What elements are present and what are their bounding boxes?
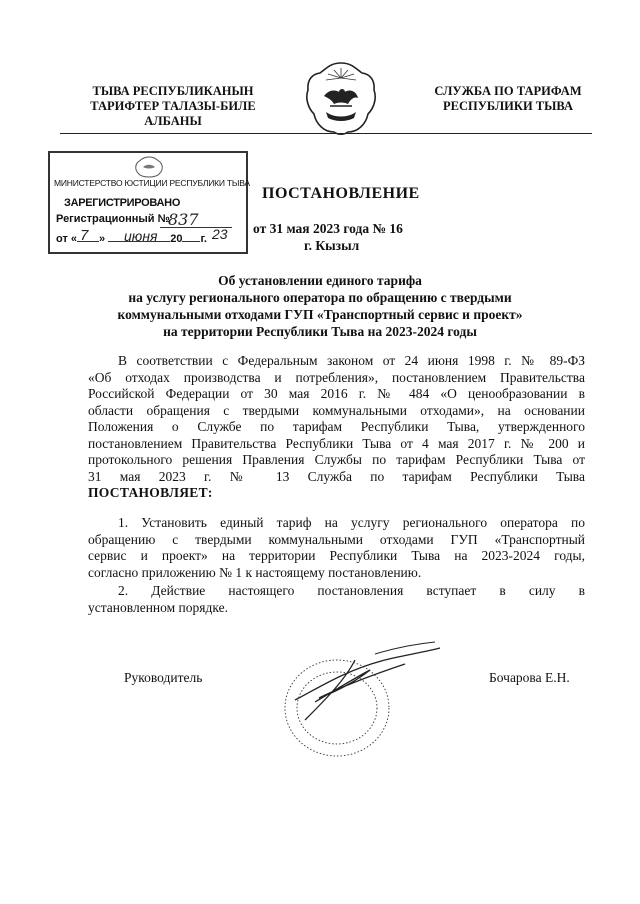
item-line: 1. Установить единый тариф на услугу регионального оператора по <box>118 515 585 530</box>
stamp-reg-number-label: Регистрационный № <box>56 213 170 225</box>
item-line: сервис и проект» на территории Республики Тыва на 2023-2024 годы, <box>88 548 585 563</box>
stamp-date-year: 23 <box>212 226 228 242</box>
body-line: «Об отходах производства и потребления», постановлением Правительства <box>88 369 585 385</box>
document-type: ПОСТАНОВЛЕНИЕ <box>262 185 420 202</box>
item-line: установленном порядке. <box>88 599 228 615</box>
document-city: г. Кызыл <box>304 238 360 253</box>
body-line: протокольного решения Правления Службы по тарифам Республики Тыва от <box>88 452 585 467</box>
stamp-date-prefix: от « <box>56 233 78 245</box>
tuva-emblem-icon <box>304 60 378 136</box>
header-left-line: ТЫВА РЕСПУБЛИКАНЫН <box>92 84 254 98</box>
stamp-date-month: июня <box>124 228 158 244</box>
title-line: на услугу регионального оператора по обращению с твердыми <box>128 290 512 305</box>
preamble-paragraph <box>88 353 585 502</box>
document-date-number: от 31 мая 2023 года № 16 <box>253 221 403 236</box>
body-line: области обращения с твердыми коммунальными отходами», на основании <box>88 402 585 418</box>
header-divider <box>60 133 592 134</box>
stamp-date-year-prefix: 20 <box>170 233 183 245</box>
body-line: Положения о Службе по тарифам Республики Тыва, утвержденного <box>88 419 585 434</box>
stamp-ministry: МИНИСТЕРСТВО ЮСТИЦИИ РЕСПУБЛИКИ ТЫВА <box>54 178 250 188</box>
resolves-heading: ПОСТАНОВЛЯЕТ: <box>88 485 213 500</box>
ministry-crest-icon <box>134 156 164 178</box>
signatory-title: Руководитель <box>124 670 203 685</box>
document-title <box>90 272 550 340</box>
header-right-block <box>418 84 598 114</box>
stamp-reg-number-value: 837 <box>168 210 199 229</box>
stamp-date-suffix: г. <box>200 233 207 245</box>
body-line: 31 мая 2023 г. № 13 Служба по тарифам Республики Тыва <box>88 468 585 484</box>
title-line: коммунальными отходами ГУП «Транспортный сервис и проект» <box>117 307 523 322</box>
title-line: Об установлении единого тарифа <box>218 273 422 288</box>
body-line: Российской Федерации от 30 мая 2016 г. № 484 «О ценообразовании в <box>88 386 585 401</box>
header-left-line: АЛБАНЫ <box>144 114 202 128</box>
item-1 <box>88 515 585 581</box>
item-line: обращению с твердыми коммунальными отходами ГУП «Транспортный <box>88 531 585 547</box>
header-left-block <box>84 84 262 129</box>
stamp-registered: ЗАРЕГИСТРИРОВАНО <box>64 197 181 209</box>
title-line: на территории Республики Тыва на 2023-2024 годы <box>163 324 477 339</box>
header-left-line: ТАРИФТЕР ТАЛАЗЫ-БИЛЕ <box>90 99 256 113</box>
body-line: постановлением Правительства Республики Тыва от 4 мая 2017 г. № 200 и <box>88 435 585 451</box>
stamp-date-mid: » <box>99 233 109 245</box>
stamp-date-day: 7 <box>80 227 89 244</box>
header-right-line: РЕСПУБЛИКИ ТЫВА <box>443 99 573 113</box>
signatory-name: Бочарова Е.Н. <box>489 670 570 685</box>
item-line: согласно приложению № 1 к настоящему постановлению. <box>88 564 422 580</box>
handwritten-signature-icon <box>275 630 455 770</box>
item-line: 2. Действие настоящего постановления вступает в силу в <box>118 583 585 598</box>
item-2 <box>88 583 585 616</box>
header-right-line: СЛУЖБА ПО ТАРИФАМ <box>434 84 582 98</box>
body-line: В соответствии с Федеральным законом от 24 июня 1998 г. № 89-ФЗ <box>118 353 585 368</box>
registration-stamp <box>48 151 248 254</box>
